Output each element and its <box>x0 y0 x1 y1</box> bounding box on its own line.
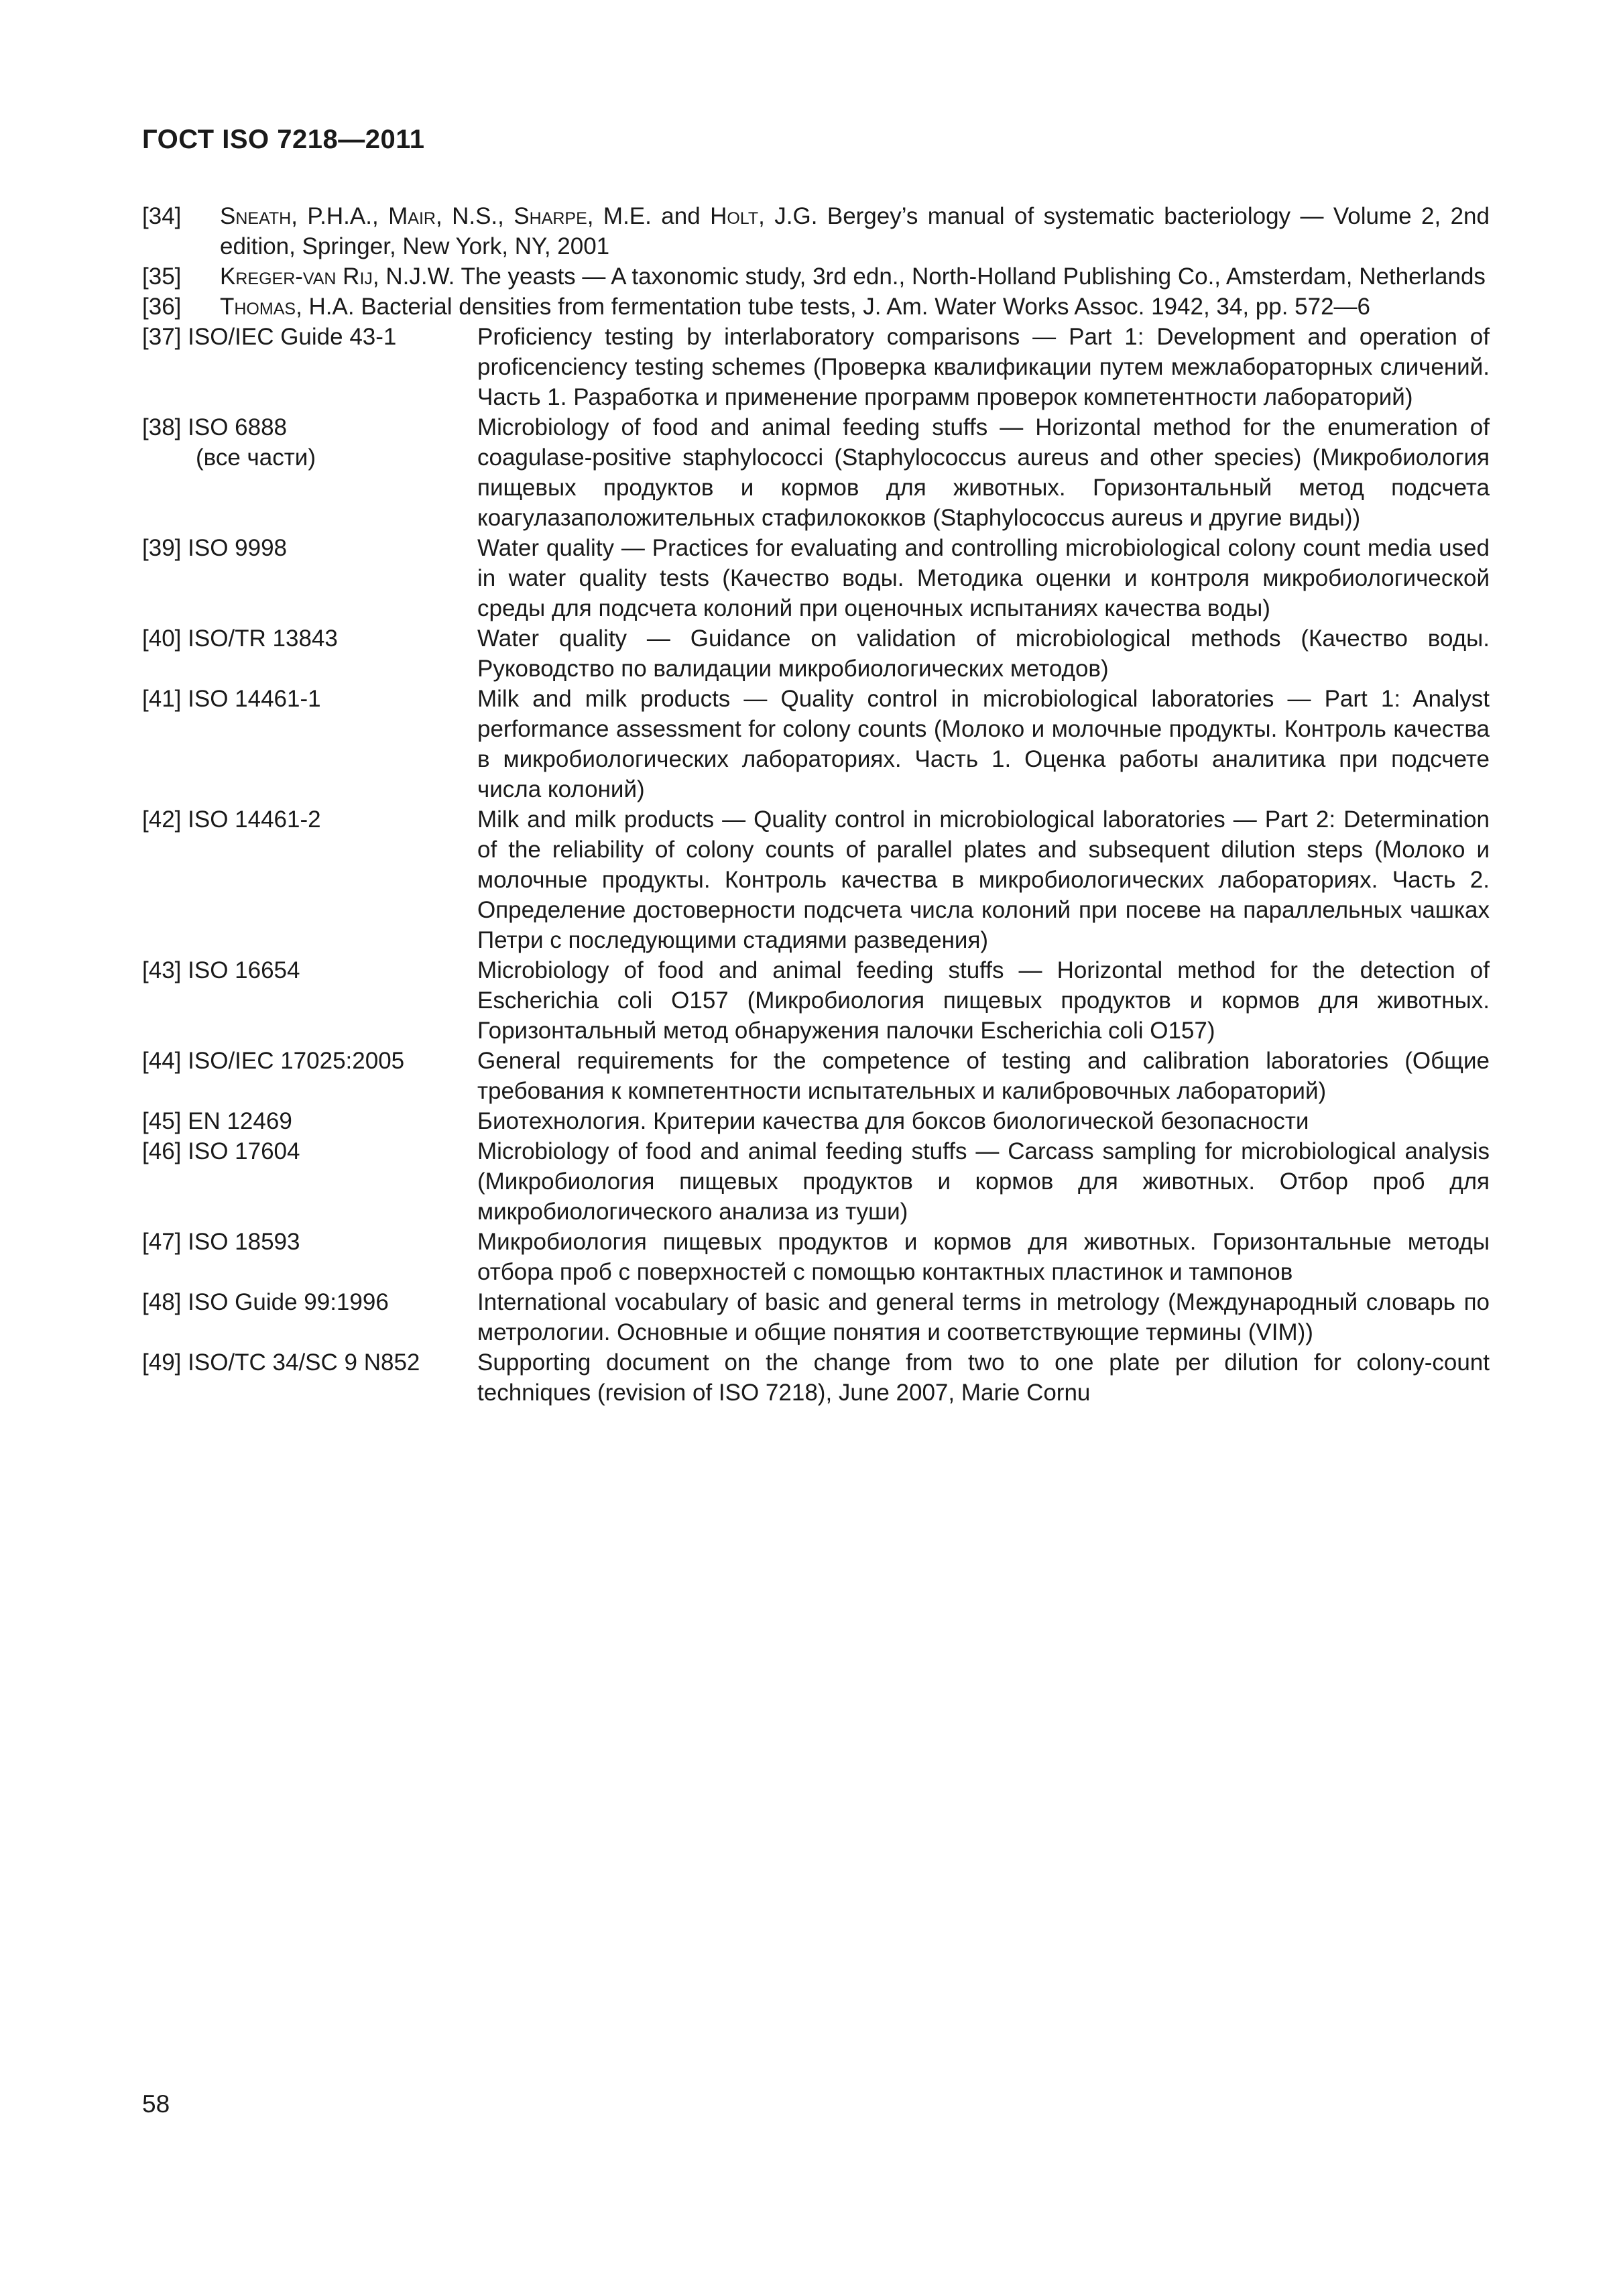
reference-number: [36] <box>142 294 182 320</box>
reference-text: Water quality — Guidance on validation of microbiological methods (Качество воды. Руководство по валидации микробиологических методов) <box>477 625 1490 682</box>
reference-entry <box>142 201 1490 261</box>
standard-designation: ISO/IEC Guide 43-1 <box>188 324 397 350</box>
standard-designation: ISO 6888 <box>188 414 288 440</box>
reference-text: Thomas, H.A. Bacterial densities from fermentation tube tests, J. Am. Water Works Assoc. 1942, 34, pp. 572—6 <box>220 294 1371 320</box>
standard-designation: ISO 14461-1 <box>188 686 321 712</box>
reference-number: [48] <box>142 1289 182 1315</box>
standard-designation: ISO/IEC 17025:2005 <box>188 1048 405 1074</box>
reference-entry <box>142 623 1490 684</box>
standards-references <box>142 322 1490 1408</box>
reference-number: [49] <box>142 1349 182 1376</box>
reference-entry <box>142 1106 1490 1136</box>
reference-entry <box>142 1046 1490 1106</box>
reference-text: Sneath, P.H.A., Mair, N.S., Sharpe, M.E. and Holt, J.G. Bergey’s manual of systematic bacteriology — Volume 2, 2nd edition, Springer, New York, NY, 2001 <box>220 203 1490 259</box>
author-name: Thomas <box>220 294 296 320</box>
standard-designation: ISO 16654 <box>188 957 300 983</box>
reference-entry <box>142 412 1490 533</box>
reference-designation <box>142 955 477 1046</box>
reference-text: Microbiology of food and animal feeding stuffs — Carcass sampling for microbiological analysis (Микробиология пищевых продуктов и кормов для животных. Отбор проб для микробиологического анализа из туши) <box>477 1138 1490 1225</box>
reference-text: General requirements for the competence of testing and calibration laboratories (Общие требования к компетентности испытательных и калибровочных лабораторий) <box>477 1048 1490 1104</box>
reference-text: Микробиология пищевых продуктов и кормов для животных. Горизонтальные методы отбора проб с поверхностей с помощью контактных пластинок и тампонов <box>477 1229 1490 1285</box>
standard-designation: ISO/TC 34/SC 9 N852 <box>188 1349 420 1376</box>
reference-text: Microbiology of food and animal feeding stuffs — Horizontal method for the enumeration of coagulase-positive staphylococci (Staphylococcus aureus and other species) (Микробиология пищевых продуктов и кормов для животных. Горизонтальный метод подсчета коагулазаположительных стафилококков (Staphylococcus aureus и другие виды)) <box>477 414 1490 531</box>
reference-text: Microbiology of food and animal feeding stuffs — Horizontal method for the detection of Escherichia coli O157 (Микробиология пищевых продуктов и кормов для животных. Горизонтальный метод обнаружения палочки Escherichia coli O157) <box>477 957 1490 1044</box>
reference-entry <box>142 955 1490 1046</box>
designation-note: (все части) <box>196 444 316 471</box>
reference-designation <box>142 623 477 684</box>
reference-entry <box>142 684 1490 804</box>
reference-designation <box>142 1106 477 1136</box>
standard-designation: ISO/TR 13843 <box>188 625 338 652</box>
standard-designation: ISO 14461-2 <box>188 806 321 833</box>
reference-designation <box>142 1136 477 1227</box>
reference-number: [45] <box>142 1108 182 1134</box>
reference-text: Milk and milk products — Quality control in microbiological laboratories — Part 1: Analyst performance assessment for colony counts (Молоко и молочные продукты. Контроль качества в микробиологических лабораториях. Часть 1. Оценка работы аналитика при подсчете числа колоний) <box>477 686 1490 802</box>
reference-number: [39] <box>142 535 182 561</box>
reference-designation <box>142 1227 477 1287</box>
reference-designation <box>142 804 477 955</box>
reference-number: [43] <box>142 957 182 983</box>
reference-number: [47] <box>142 1229 182 1255</box>
reference-text: Milk and milk products — Quality control in microbiological laboratories — Part 2: Determination of the reliability of colony counts of parallel plates and subsequent dilution steps (Молоко и молочные продукты. Контроль качества в микробиологических лабораториях. Часть 2. Определение достоверности подсчета числа колоний при посеве на параллельных чашках Петри с последующими стадиями разведения) <box>477 806 1490 953</box>
standard-designation: ISO 17604 <box>188 1138 300 1164</box>
reference-text: International vocabulary of basic and general terms in metrology (Международный словарь по метрологии. Основные и общие понятия и соответствующие термины (VIM)) <box>477 1289 1490 1345</box>
reference-number: [41] <box>142 686 182 712</box>
reference-designation <box>142 533 477 623</box>
reference-number: [44] <box>142 1048 182 1074</box>
author-name: Mair <box>388 203 436 229</box>
author-name: Holt <box>710 203 759 229</box>
reference-designation <box>142 412 477 533</box>
document-header: ГОСТ ISO 7218—2011 <box>142 125 425 154</box>
reference-number: [42] <box>142 806 182 833</box>
standard-designation: ISO 18593 <box>188 1229 300 1255</box>
reference-number: [46] <box>142 1138 182 1164</box>
author-name: Sharpe <box>514 203 587 229</box>
author-name: Kreger-van Rij <box>220 263 373 290</box>
reference-entry <box>142 1136 1490 1227</box>
reference-designation <box>142 1287 477 1347</box>
reference-entry <box>142 261 1490 292</box>
bibliography-list <box>142 201 1490 1408</box>
reference-number: [35] <box>142 263 182 290</box>
reference-number: [37] <box>142 324 182 350</box>
reference-text: Water quality — Practices for evaluating and controlling microbiological colony count media used in water quality tests (Качество воды. Методика оценки и контроля микробиологической среды для подсчета колоний при оценочных испытаниях качества воды) <box>477 535 1490 621</box>
reference-text: Supporting document on the change from two to one plate per dilution for colony-count techniques (revision of ISO 7218), June 2007, Marie Cornu <box>477 1349 1490 1406</box>
reference-entry <box>142 1227 1490 1287</box>
standard-designation: ISO Guide 99:1996 <box>188 1289 389 1315</box>
reference-number: [34] <box>142 203 182 229</box>
reference-number: [40] <box>142 625 182 652</box>
reference-entry <box>142 322 1490 412</box>
standard-designation: EN 12469 <box>188 1108 292 1134</box>
reference-entry <box>142 1287 1490 1347</box>
author-name: Sneath <box>220 203 292 229</box>
reference-text: Proficiency testing by interlaboratory comparisons — Part 1: Development and operation of proficenciency testing schemes (Проверка квалификации путем межлабораторных сличений. Часть 1. Разработка и применение программ проверок компетентности лабораторий) <box>477 324 1490 410</box>
page-number: 58 <box>142 2090 170 2118</box>
reference-designation <box>142 684 477 804</box>
reference-designation <box>142 1046 477 1106</box>
reference-number: [38] <box>142 414 182 440</box>
reference-designation <box>142 322 477 412</box>
reference-designation <box>142 1347 477 1408</box>
reference-entry <box>142 533 1490 623</box>
reference-entry <box>142 1347 1490 1408</box>
standard-designation: ISO 9998 <box>188 535 288 561</box>
reference-entry <box>142 292 1490 322</box>
reference-text: Kreger-van Rij, N.J.W. The yeasts — A taxonomic study, 3rd edn., North-Holland Publishing Co., Amsterdam, Netherlands <box>220 263 1486 290</box>
reference-entry <box>142 804 1490 955</box>
reference-text: Биотехнология. Критерии качества для боксов биологической безопасности <box>477 1108 1309 1134</box>
